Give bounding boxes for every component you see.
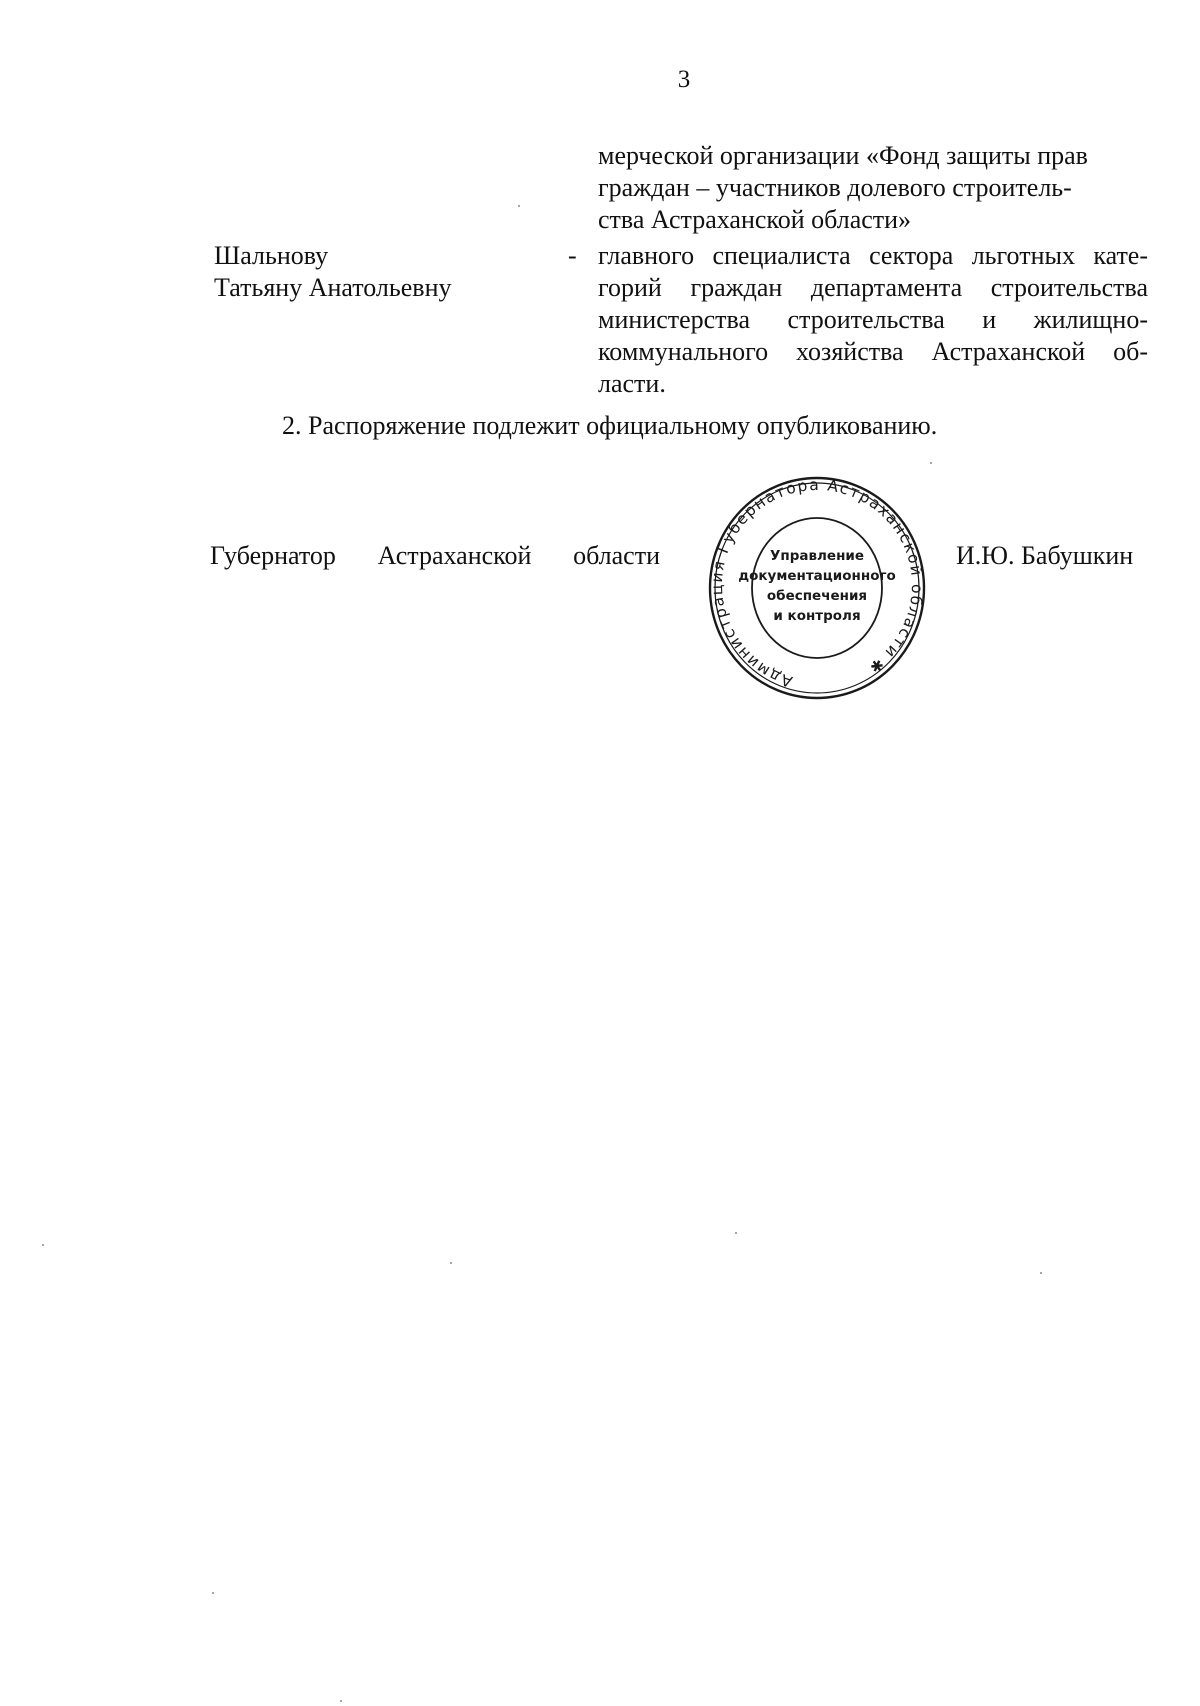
signer-title xyxy=(210,540,660,572)
official-seal-stamp xyxy=(706,474,928,702)
text-line: главного специалиста сектора льготных кате- xyxy=(598,241,1148,270)
text-line: граждан – участников долевого строитель- xyxy=(598,173,1072,202)
scan-speck xyxy=(450,1262,452,1264)
text-line: мерческой организации «Фонд защиты прав xyxy=(598,141,1088,170)
scan-speck xyxy=(42,1244,44,1246)
text-line: министерства строительства и жилищно- xyxy=(598,305,1148,334)
signer-title-word: Астраханской xyxy=(377,541,532,570)
scan-speck xyxy=(212,1592,214,1594)
previous-appointee-position-continuation xyxy=(598,140,1148,236)
scan-speck xyxy=(1040,1272,1042,1274)
appointee-given-names: Татьяну Анатольевну xyxy=(214,273,452,302)
text-line: коммунального хозяйства Астраханской об- xyxy=(598,337,1148,366)
page-number: 3 xyxy=(677,66,691,93)
signer-title-word: Губернатор xyxy=(210,541,336,570)
text-line: горий граждан департамента строительства xyxy=(598,273,1148,302)
signer-title-word: области xyxy=(573,541,660,570)
scan-speck xyxy=(340,1700,342,1702)
appointee-surname: Шальнову xyxy=(214,241,329,270)
appointee-position xyxy=(598,240,1148,400)
seal-center-line: обеспечения xyxy=(766,588,868,604)
clause-publication: 2. Распоряжение подлежит официальному опубликованию. xyxy=(282,411,938,440)
seal-center-line: Управление xyxy=(769,548,865,564)
text-line: ласти. xyxy=(598,369,666,398)
seal-ring-text: Администрация Губернатора Астраханской области ✱ xyxy=(707,475,927,691)
seal-graphic xyxy=(706,474,928,702)
signer-name: И.Ю. Бабушкин xyxy=(956,541,1134,570)
seal-center-line: документационного xyxy=(738,568,896,584)
scan-speck xyxy=(930,462,932,464)
scan-speck xyxy=(735,1232,737,1234)
separator-dash: - xyxy=(568,241,577,270)
scan-speck xyxy=(518,205,520,207)
appointee-name xyxy=(214,240,452,304)
seal-center-line: и контроля xyxy=(773,608,861,624)
text-line: ства Астраханской области» xyxy=(598,205,912,234)
